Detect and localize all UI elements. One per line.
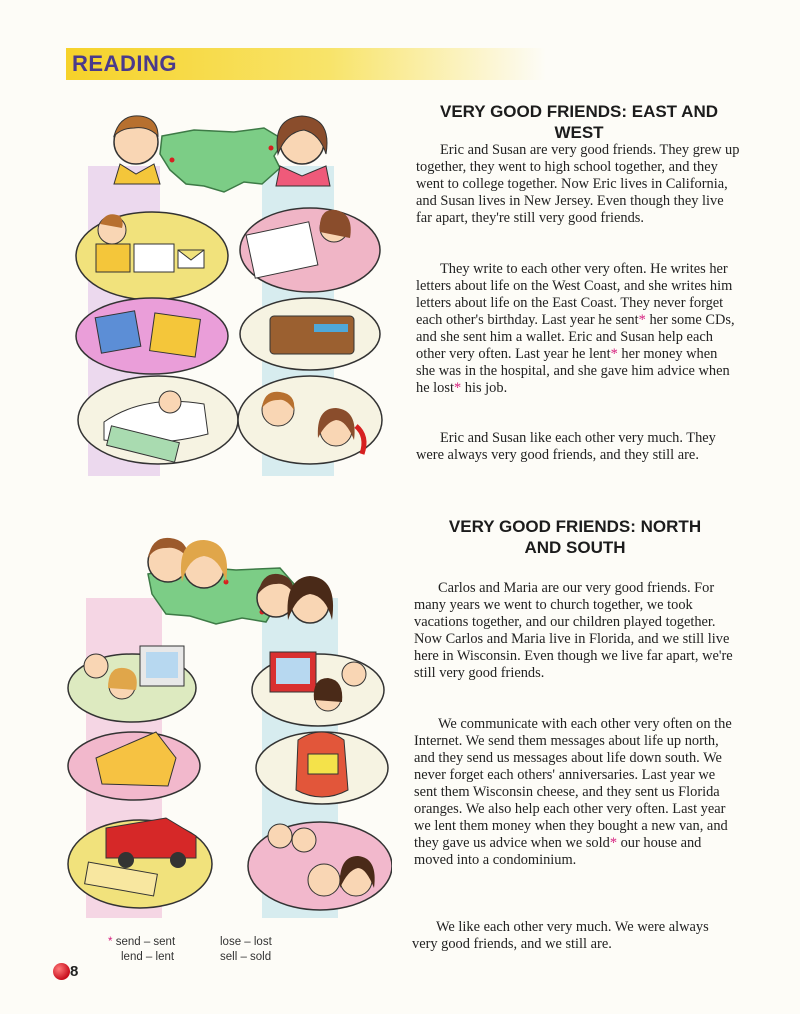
story1-paragraph-2 bbox=[416, 261, 736, 397]
story1-paragraph-3: Eric and Susan like each other very much. They were always very good friends, and they still are. bbox=[416, 430, 716, 463]
section-banner bbox=[66, 48, 546, 80]
story1-paragraph-1: Eric and Susan are very good friends. They grew up together, they went to high school together, and they went to college together. Now Eric lives in California, and Susan lives in New Jersey. Even though they live far apart, they're still very good friends. bbox=[416, 142, 740, 226]
illustration-east-west bbox=[74, 104, 390, 480]
page-dot-icon bbox=[53, 963, 70, 980]
story2-paragraph-2-text: We communicate with each other very often on the Internet. We send them messages about life up north, and they send us messages about life down south. We never forget each others' anniversaries. Last year we sent them Wisconsin cheese, and they sent us Florida oranges. We also help each other very often. Last year we lent them money when they bought a new van, and they gave us advice when we sold bbox=[414, 716, 732, 851]
page-number: 8 bbox=[70, 963, 79, 980]
footnote-marker: * bbox=[610, 346, 618, 362]
footnote-marker: * bbox=[453, 380, 462, 396]
story2-paragraph-2 bbox=[414, 716, 736, 869]
story1-paragraph-2-text: They write to each other very often. He writes her letters about life on the West Coast, and she writes him letters about life on the East Coast. They never forget each other's birthday. Last year he sent bbox=[416, 261, 733, 328]
footnote-send: send – sent bbox=[115, 936, 176, 948]
footnote-marker: * bbox=[108, 936, 113, 948]
story1-paragraph-2-text: his job. bbox=[461, 380, 508, 396]
footnote-marker: * bbox=[609, 835, 618, 851]
illustration-north-south bbox=[66, 528, 392, 920]
story1-paragraph-2-text: her some CDs, and she sent him a wallet. Eric and Susan help each other very often. Last year he lent bbox=[416, 312, 735, 362]
story1-paragraph-2-text: her money when she was in the hospital, and she gave him advice when he lost bbox=[416, 346, 730, 396]
footnote-lose: lose – lost bbox=[220, 936, 272, 948]
story1-title: VERY GOOD FRIENDS: EAST AND WEST bbox=[439, 102, 718, 142]
footnote-marker: * bbox=[638, 312, 646, 328]
story2-paragraph-2-text: our house and moved into a condominium. bbox=[414, 835, 702, 868]
story2-paragraph-1: Carlos and Maria are our very good friends. For many years we went to church together, we took vacations together, and our children played together. Now Carlos and Maria live in Florida, and we still live here in Wisconsin. Even though we live far apart, we're still very good friends. bbox=[414, 580, 733, 681]
section-label: READING bbox=[72, 51, 177, 76]
story2-title: VERY GOOD FRIENDS: NORTH AND SOUTH bbox=[448, 517, 702, 557]
footnote-sell: sell – sold bbox=[220, 951, 272, 963]
story2-paragraph-3: We like each other very much. We were always very good friends, and we still are. bbox=[412, 919, 709, 952]
footnote-verbs-2 bbox=[220, 935, 320, 965]
footnote-lend: lend – lent bbox=[121, 951, 175, 963]
